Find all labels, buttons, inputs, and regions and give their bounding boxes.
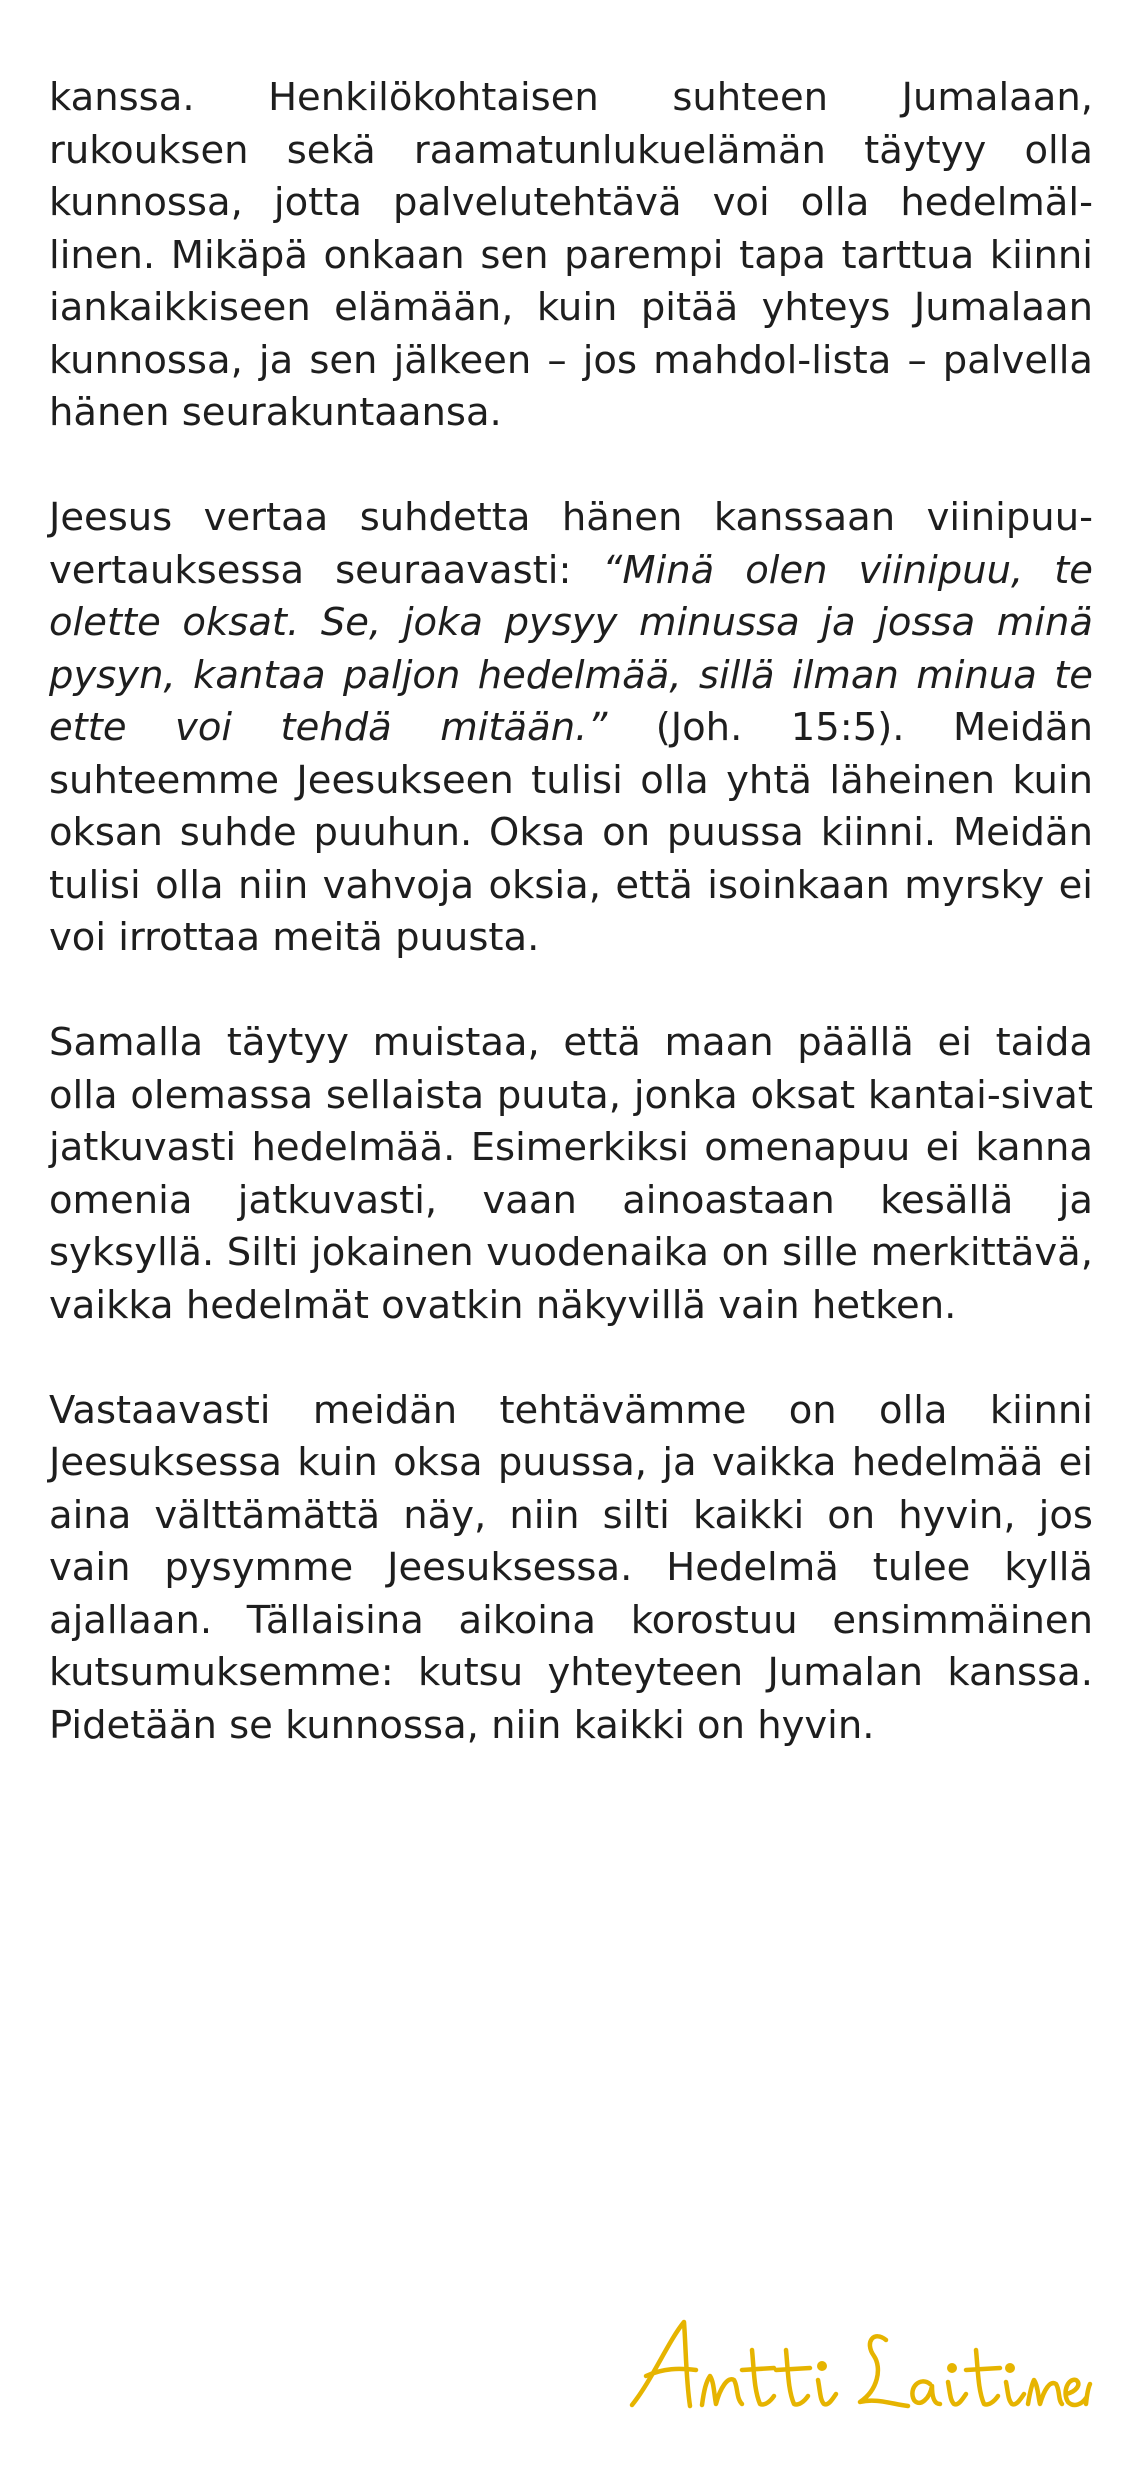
paragraph-4 [49, 1385, 1093, 1753]
bible-quote: “Minä olen viinipuu, te olette oksat. Se, joka pysyy minussa ja jossa minä pysyn, kantaa paljon hedelmää, sillä ilman minua te ette voi tehdä mitään.” [49, 547, 1093, 750]
paragraph-3-text: Samalla täytyy muistaa, että maan päällä ei taida olla olemassa sellaista puuta, jonka oksat kantai-sivat jatkuvasti hedelmää. Esimerkiksi omenapuu ei kanna omenia jatkuvasti, vaan ainoastaan kesällä ja syksyllä. Silti jokainen vuodenaika on sille merkittävä, vaikka hedelmät ovatkin näkyvillä vain hetken. [49, 1020, 1093, 1328]
signature-graphic [624, 2310, 1094, 2430]
article-body [49, 72, 1093, 1752]
paragraph-1-text: kanssa. Henkilökohtaisen suhteen Jumalaan, rukouksen sekä raamatunlukuelämän täytyy olla kunnossa, jotta palvelutehtävä voi olla hedelmäl-linen. Mikäpä onkaan sen parempi tapa tarttua kiinni iankaikkiseen elämään, kuin pitää yhteys Jumalaan kunnossa, ja sen jälkeen – jos mahdol-lista – palvella hänen seurakuntaansa. [49, 75, 1093, 435]
paragraph-1 [49, 72, 1093, 440]
paragraph-2-rest: (Joh. 15:5). Meidän suhteemme Jeesukseen tulisi olla yhtä läheinen kuin oksan suhde puuhun. Oksa on puussa kiinni. Meidän tulisi olla niin vahvoja oksia, että isoinkaan myrsky ei voi irrottaa meitä puusta. [49, 705, 1093, 960]
paragraph-4-text: Vastaavasti meidän tehtävämme on olla kiinni Jeesuksessa kuin oksa puussa, ja vaikka hedelmää ei aina välttämättä näy, niin silti kaikki on hyvin, jos vain pysymme Jeesuksessa. Hedelmä tulee kyllä ajallaan. Tällaisina aikoina korostuu ensimmäinen kutsumuksemme: kutsu yhteyteen Jumalan kanssa. Pidetään se kunnossa, niin kaikki on hyvin. [49, 1387, 1093, 1748]
author-signature [624, 2310, 1094, 2430]
paragraph-2-intro: Jeesus vertaa suhdetta hänen kanssaan viinipuu-vertauksessa seuraavasti: [49, 495, 1093, 593]
paragraph-2 [49, 492, 1093, 965]
paragraph-3 [49, 1017, 1093, 1332]
